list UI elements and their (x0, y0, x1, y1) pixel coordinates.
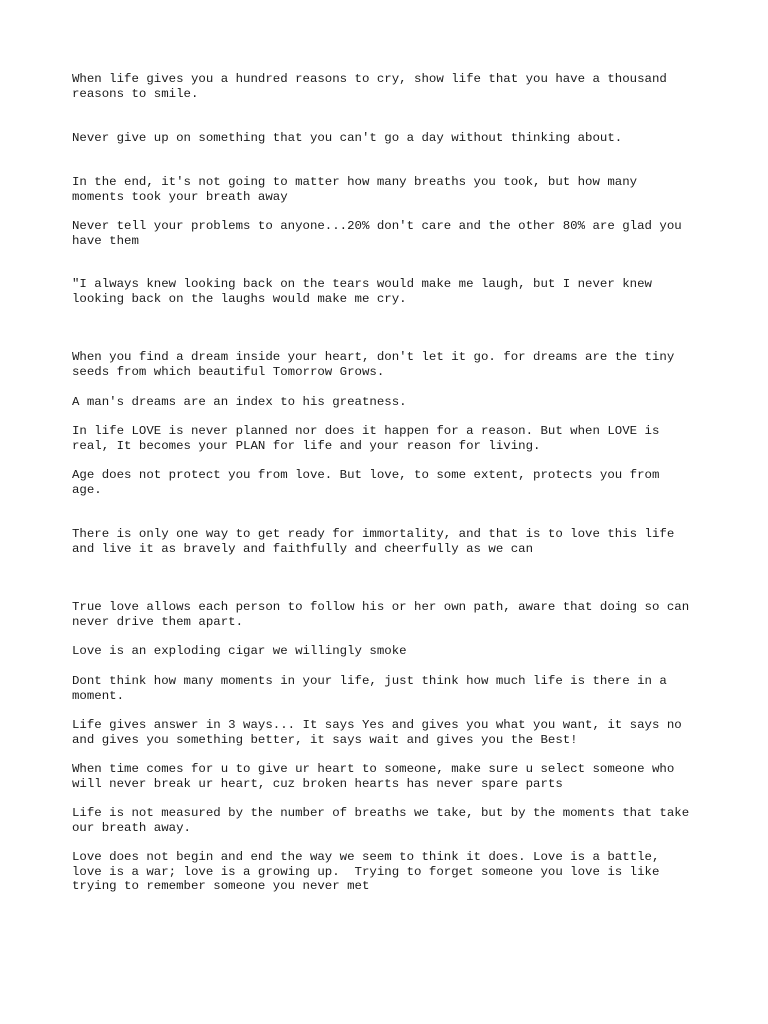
quote-paragraph-7: A man's dreams are an index to his greatness. (72, 395, 407, 409)
quote-paragraph-16: Life is not measured by the number of breaths we take, but by the moments that take our breath away. (72, 806, 690, 835)
quote-paragraph-11: True love allows each person to follow his or her own path, aware that doing so can never drive them apart. (72, 600, 690, 629)
quote-paragraph-15: When time comes for u to give ur heart to someone, make sure u select someone who will never break ur heart, cuz broken hearts has never spare parts (72, 762, 675, 791)
quote-paragraph-10: There is only one way to get ready for immortality, and that is to love this life and live it as bravely and faithfully and cheerfully as we can (72, 527, 675, 556)
quote-paragraph-13: Dont think how many moments in your life, just think how much life is there in a moment. (72, 674, 667, 703)
quote-paragraph-6: When you find a dream inside your heart, don't let it go. for dreams are the tiny seeds from which beautiful Tomorrow Grows. (72, 350, 675, 379)
quote-paragraph-4: Never tell your problems to anyone...20% don't care and the other 80% are glad you have them (72, 219, 682, 248)
quote-paragraph-9: Age does not protect you from love. But love, to some extent, protects you from age. (72, 468, 660, 497)
quote-paragraph-14: Life gives answer in 3 ways... It says Yes and gives you what you want, it says no and gives you something better, it says wait and gives you the Best! (72, 718, 682, 747)
quote-paragraph-5: "I always knew looking back on the tears would make me laugh, but I never knew looking back on the laughs would make me cry. (72, 277, 652, 306)
quote-paragraph-12: Love is an exploding cigar we willingly smoke (72, 644, 407, 658)
quote-paragraph-2: Never give up on something that you can't go a day without thinking about. (72, 131, 623, 145)
quote-paragraph-1: When life gives you a hundred reasons to cry, show life that you have a thousand reasons to smile. (72, 72, 667, 101)
quote-paragraph-17: Love does not begin and end the way we seem to think it does. Love is a battle, love is a war; love is a growing up. Trying to forget someone you love is like trying to remember someone you never met (72, 850, 660, 894)
quote-paragraph-8: In life LOVE is never planned nor does it happen for a reason. But when LOVE is real, It becomes your PLAN for life and your reason for living. (72, 424, 660, 453)
quote-paragraph-3: In the end, it's not going to matter how many breaths you took, but how many moments took your breath away (72, 175, 638, 204)
